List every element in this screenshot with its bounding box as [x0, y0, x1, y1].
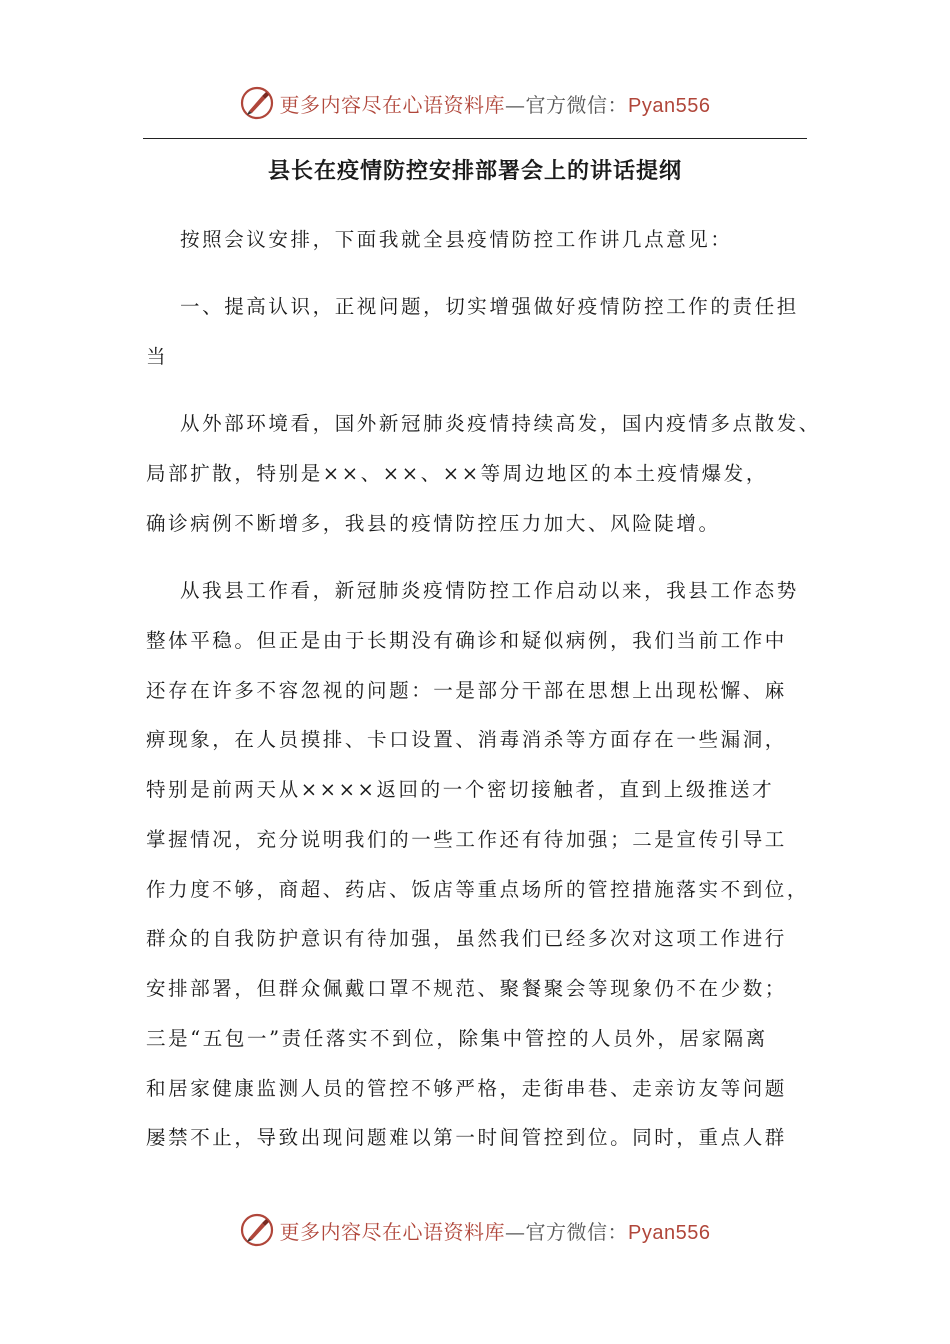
body-line: 局部扩散，特别是××、××、××等周边地区的本土疫情爆发，: [146, 462, 768, 485]
body-line: 三是“五包一”责任落实不到位，除集中管控的人员外，居家隔离: [146, 1027, 768, 1050]
body-line: 群众的自我防护意识有待加强，虽然我们已经多次对这项工作进行: [146, 927, 787, 950]
body-line: 确诊病例不断增多，我县的疫情防控压力加大、风险陡增。: [146, 512, 721, 535]
body-line: 作力度不够，商超、药店、饭店等重点场所的管控措施落实不到位，: [146, 878, 810, 901]
body-line: 特别是前两天从××××返回的一个密切接触者，直到上级推送才: [146, 778, 775, 801]
banner-main-text: 更多内容尽在心语资料库: [279, 1219, 506, 1244]
banner-text: [280, 1216, 711, 1245]
body-line: 整体平稳。但正是由于长期没有确诊和疑似病例，我们当前工作中: [146, 629, 787, 652]
body-line: 屡禁不止，导致出现问题难以第一时间管控到位。同时，重点人群: [146, 1126, 787, 1149]
body-line: 按照会议安排，下面我就全县疫情防控工作讲几点意见：: [180, 228, 733, 251]
document-title: 县长在疫情防控安排部署会上的讲话提纲: [267, 158, 682, 184]
body-line: 和居家健康监测人员的管控不够严格，走街串巷、走亲访友等问题: [146, 1077, 787, 1100]
pen-logo-icon: [240, 86, 274, 120]
banner-dash: —: [505, 92, 526, 117]
banner-wechat-id: Pyan556: [628, 1221, 711, 1244]
banner-wechat-id: Pyan556: [628, 94, 711, 117]
section-heading-line: 当: [146, 345, 169, 368]
header-divider: [143, 138, 807, 139]
section-heading-line: 一、提高认识，正视问题，切实增强做好疫情防控工作的责任担: [180, 295, 799, 318]
banner-main-text: 更多内容尽在心语资料库: [279, 92, 506, 117]
body-line: 掌握情况，充分说明我们的一些工作还有待加强；二是宣传引导工: [146, 828, 787, 851]
banner-wechat-label: 官方微信：: [525, 1219, 629, 1244]
body-line: 从我县工作看，新冠肺炎疫情防控工作启动以来，我县工作态势: [180, 579, 799, 602]
body-line: 从外部环境看，国外新冠肺炎疫情持续高发，国内疫情多点散发、: [180, 412, 821, 435]
body-line: 痹现象，在人员摸排、卡口设置、消毒消杀等方面存在一些漏洞，: [146, 728, 787, 751]
body-line: 安排部署，但群众佩戴口罩不规范、聚餐聚会等现象仍不在少数；: [146, 977, 787, 1000]
banner-text: [280, 89, 711, 118]
footer-banner: [0, 1210, 950, 1250]
banner-dash: —: [505, 1219, 526, 1244]
banner-wechat-label: 官方微信：: [525, 92, 629, 117]
body-line: 还存在许多不容忽视的问题：一是部分干部在思想上出现松懈、麻: [146, 679, 787, 702]
header-banner: [0, 83, 950, 123]
pen-logo-icon: [240, 1213, 274, 1247]
